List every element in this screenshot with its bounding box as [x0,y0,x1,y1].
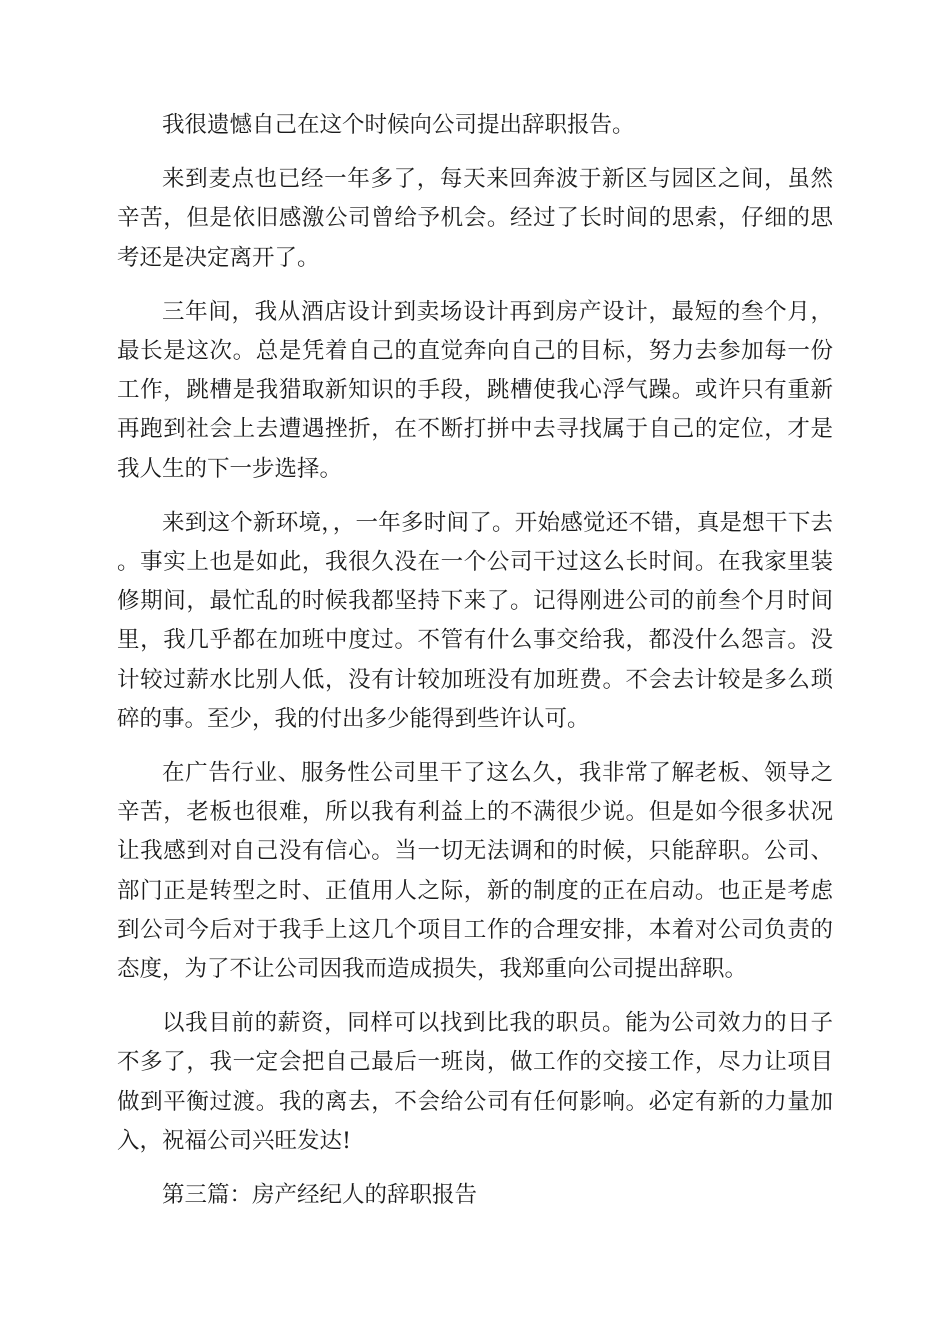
paragraph-6: 以我目前的薪资，同样可以找到比我的职员。能为公司效力的日子不多了，我一定会把自己最后一班岗，做工作的交接工作，尽力让项目做到平衡过渡。我的离去，不会给公司有任何影响。必定有新的力量加入，祝福公司兴旺发达! [117,1010,833,1154]
paragraph-5: 在广告行业、服务性公司里干了这么久，我非常了解老板、领导之辛苦，老板也很难，所以我有利益上的不满很少说。但是如今很多状况让我感到对自己没有信心。当一切无法调和的时候，只能辞职。公司、部门正是转型之时、正值用人之际，新的制度的正在启动。也正是考虑到公司今后对于我手上这几个项目工作的合理安排，本着对公司负责的态度，为了不让公司因我而造成损失，我郑重向公司提出辞职。 [117,760,833,983]
paragraph-1: 我很遗憾自己在这个时候向公司提出辞职报告。 [162,112,635,138]
paragraph-2: 来到麦点也已经一年多了，每天来回奔波于新区与园区之间，虽然辛苦，但是依旧感激公司曾给予机会。经过了长时间的思索，仔细的思考还是决定离开了。 [117,166,833,271]
document-page [117,106,833,1215]
section-heading: 第三篇：房产经纪人的辞职报告 [162,1182,478,1209]
paragraph-3: 三年间，我从酒店设计到卖场设计再到房产设计，最短的叁个月，最长是这次。总是凭着自己的直觉奔向自己的目标，努力去参加每一份工作，跳槽是我猎取新知识的手段，跳槽使我心浮气躁。或许只有重新再跑到社会上去遭遇挫折，在不断打拼中去寻找属于自己的定位，才是我人生的下一步选择。 [117,298,833,482]
paragraph-4: 来到这个新环境，，一年多时间了。开始感觉还不错，真是想干下去。事实上也是如此，我很久没在一个公司干过这么长时间。在我家里装修期间，最忙乱的时候我都坚持下来了。记得刚进公司的前叁个月时间里，我几乎都在加班中度过。不管有什么事交给我，都没什么怨言。没计较过薪水比别人低，没有计较加班没有加班费。不会去计较是多么琐碎的事。至少，我的付出多少能得到些许认可。 [117,509,833,732]
